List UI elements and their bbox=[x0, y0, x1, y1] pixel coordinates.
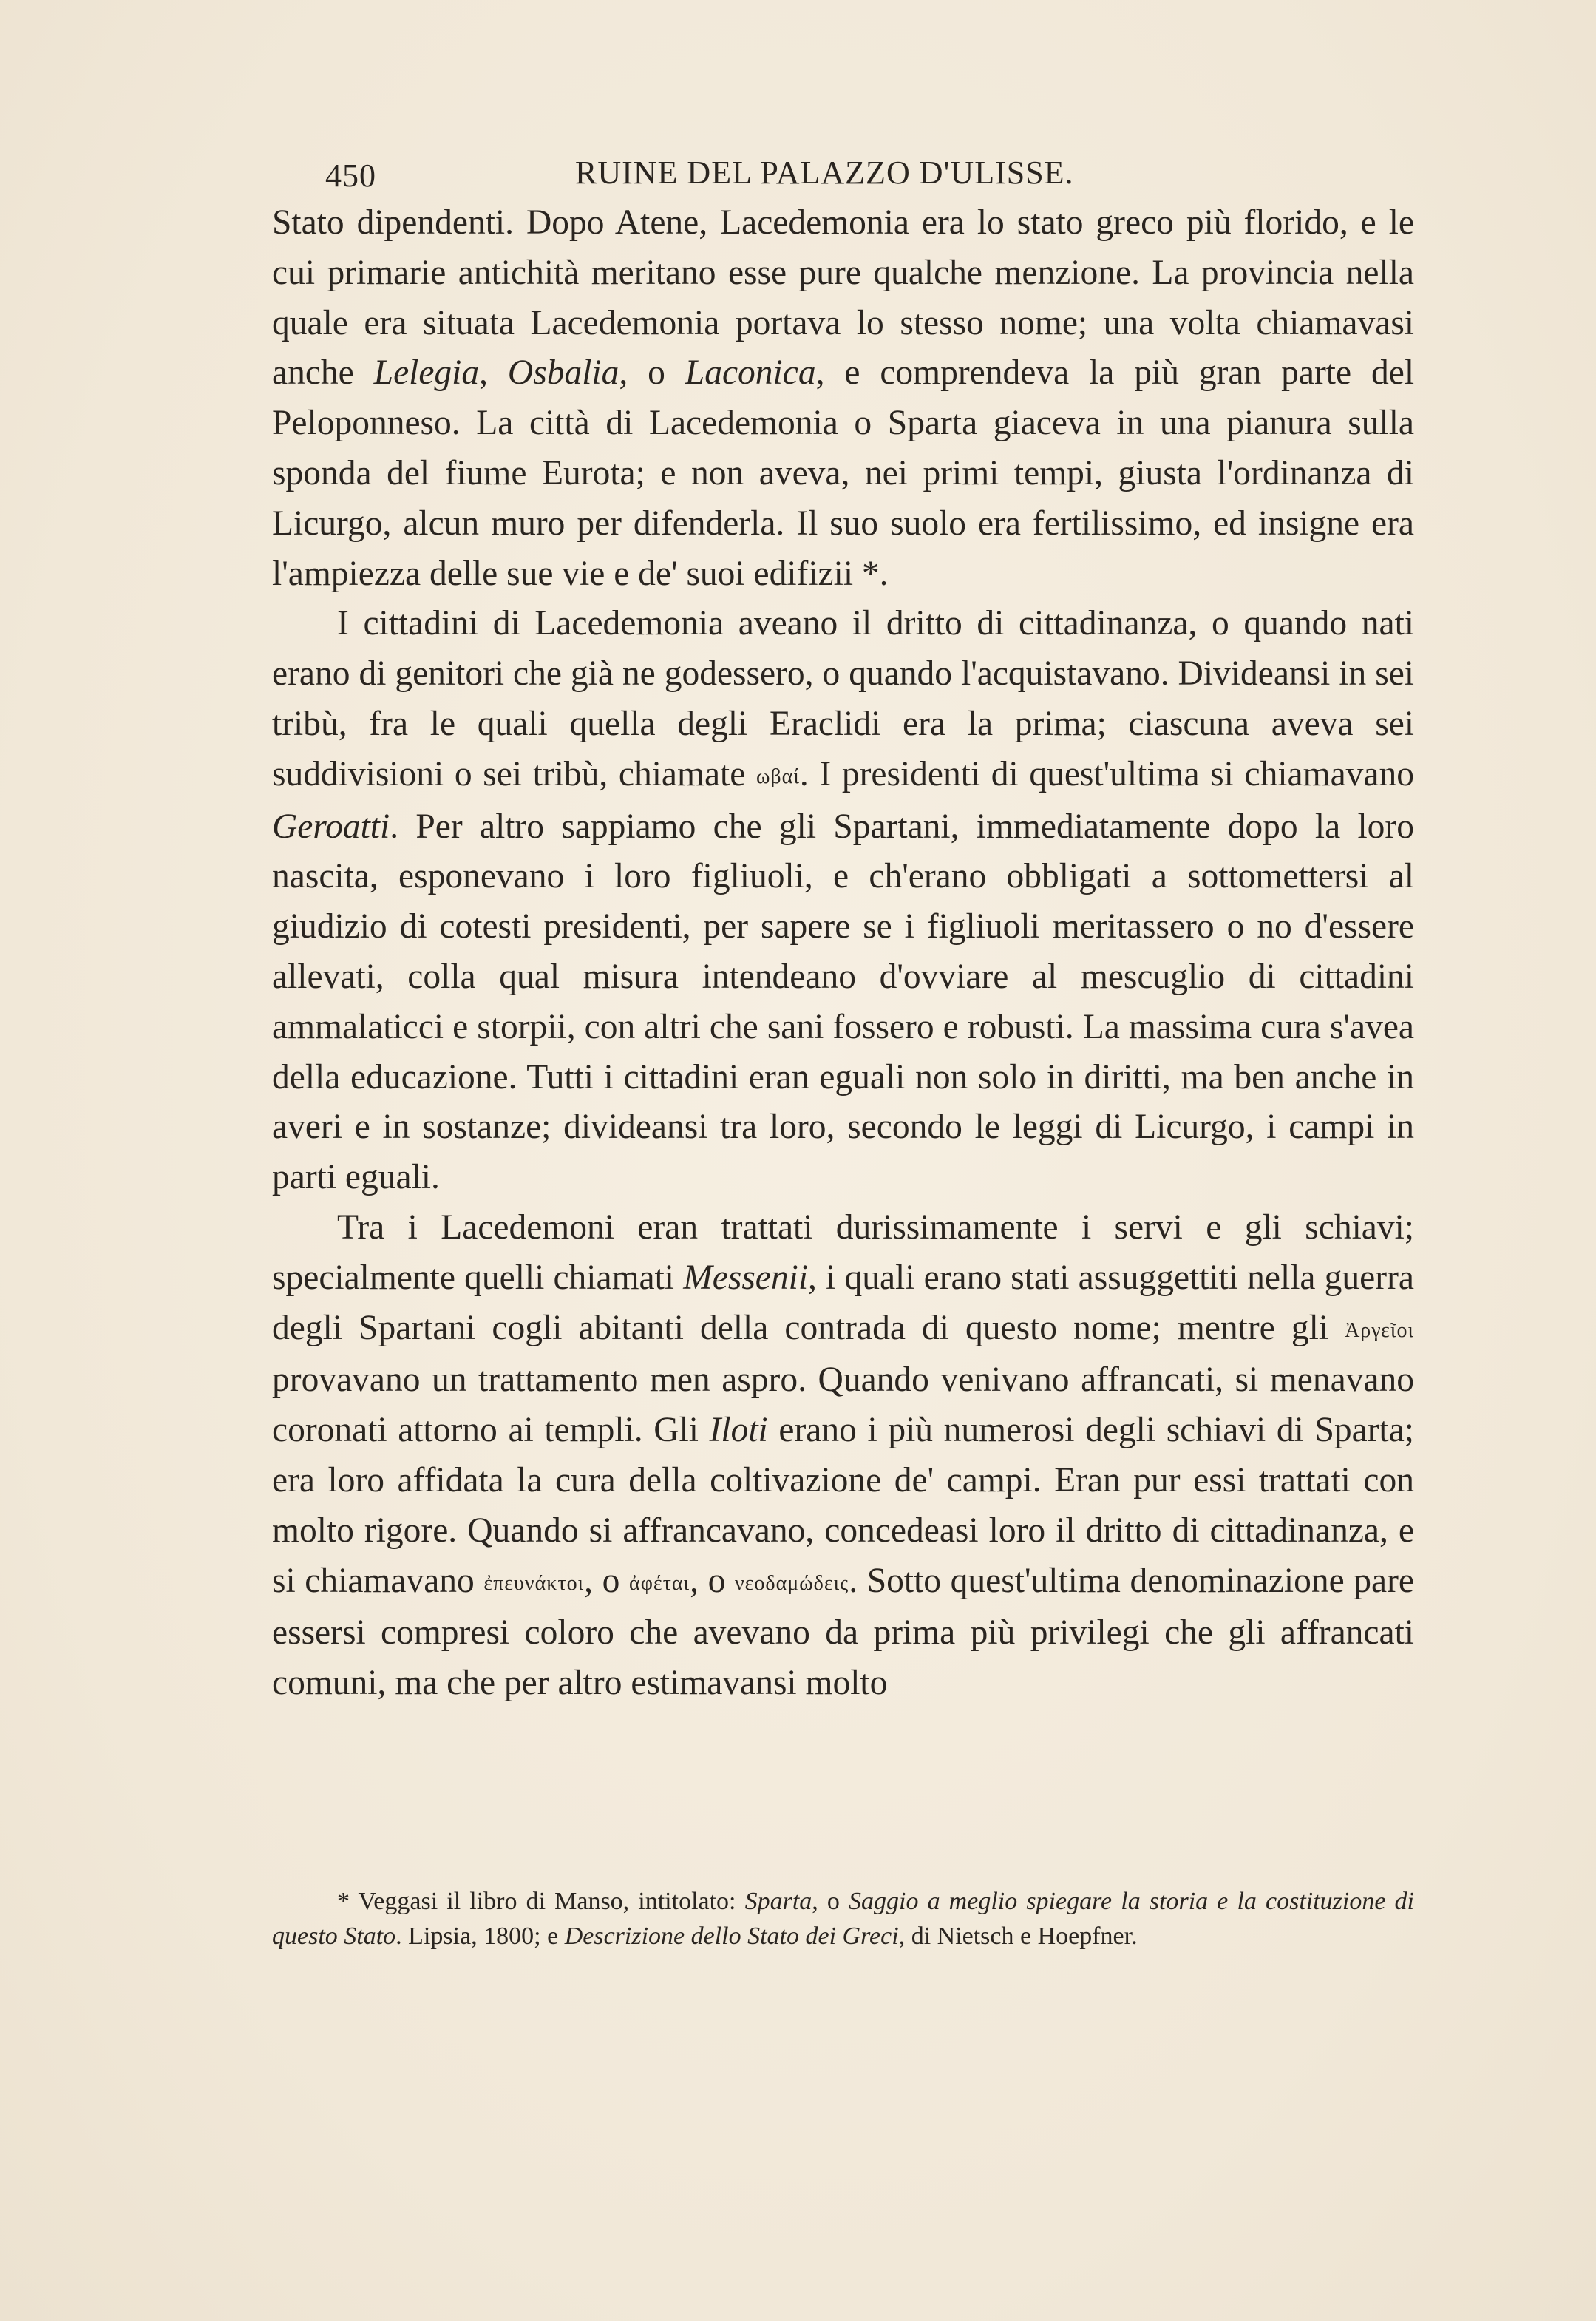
text-run: , di Nietsch e Hoepfner. bbox=[898, 1922, 1138, 1950]
greek-term: ωβαί bbox=[755, 765, 800, 788]
text-run: Tra i Lacedemoni eran trattati durissimamente i servi e gli schiavi; specialmente quelli chiamati bbox=[272, 1207, 1414, 1297]
footnote-text bbox=[272, 1884, 1414, 1954]
text-run: * Veggasi il libro di Manso, intitolato: bbox=[337, 1888, 745, 1915]
text-run: erano i più numerosi degli schiavi di Sparta; era loro affidata la cura della coltivazione de' campi. Eran pur essi trattati con molto rigore. Quando si affrancavano, concedeasi loro il dritto di cittadinanza, e si chiamavano bbox=[272, 1411, 1414, 1600]
italic-term: Saggio a meglio spiegare la storia e la costituzione di questo Stato bbox=[272, 1888, 1415, 1950]
text-run: , o bbox=[812, 1888, 849, 1915]
text-run: Stato dipendenti. Dopo Atene, Lacedemonia era lo stato greco più florido, e le cui primarie antichità meritano esse pure qualche menzione. La provincia nella quale era situata Lacedemonia portava lo stesso nome; una volta chiamavasi anche bbox=[272, 203, 1414, 393]
italic-term: Laconica bbox=[685, 353, 816, 393]
text-run: . Lipsia, 1800; e bbox=[395, 1922, 565, 1950]
text-run: , o bbox=[619, 353, 685, 393]
italic-term: Sparta bbox=[744, 1888, 812, 1915]
greek-term: νεοδαμώδεις bbox=[734, 1571, 849, 1595]
paragraph-1 bbox=[272, 198, 1414, 599]
italic-term: Descrizione dello Stato dei Greci bbox=[564, 1922, 899, 1950]
greek-term: Ἀργεῖοι bbox=[1345, 1318, 1414, 1342]
text-run: . I presidenti di quest'ultima si chiamavano bbox=[799, 754, 1414, 793]
text-run: . Sotto quest'ultima denominazione pare essersi compresi coloro che avevano da prima più privilegi che gli affrancati comuni, ma che per altro estimavansi molto bbox=[272, 1561, 1415, 1703]
italic-term: Messenii bbox=[683, 1258, 809, 1297]
italic-term: Lelegia bbox=[373, 353, 480, 393]
text-run: provavano un trattamento men aspro. Quando venivano affrancati, si menavano coronati attorno ai templi. Gli bbox=[272, 1361, 1414, 1450]
page-header bbox=[272, 148, 1410, 200]
text-run: , bbox=[479, 353, 508, 393]
text-run: , e comprendeva la più gran parte del Peloponneso. La città di Lacedemonia o Sparta giaceva in una pianura sulla sponda del fiume Eurota; e non aveva, nei primi tempi, giusta l'ordinanza di Licurgo, alcun muro per difenderla. Il suo suolo era fertilissimo, ed insigne era l'ampiezza delle sue vie e de' suoi edifizii *. bbox=[272, 353, 1415, 593]
text-run: , i quali erano stati assuggettiti nella guerra degli Spartani cogli abitanti della contrada di questo nome; mentre gli bbox=[272, 1258, 1414, 1347]
body-text bbox=[272, 198, 1414, 1709]
page-number: 450 bbox=[325, 157, 376, 194]
running-title: RUINE DEL PALAZZO D'ULISSE. bbox=[575, 155, 1074, 191]
paragraph-2 bbox=[272, 599, 1414, 1203]
greek-term: ἀφέται bbox=[629, 1571, 690, 1595]
text-run: , o bbox=[690, 1561, 735, 1600]
text-run: . Per altro sappiamo che gli Spartani, immediatamente dopo la loro nascita, esponevano i loro figliuoli, e ch'erano obbligati a sottomettersi al giudizio di cotesti presidenti, per sapere se i figliuoli meritassero o no d'essere allevati, colla qual misura intendeano d'ovviare al mescuglio di cittadini ammalaticci e storpii, con altri che sani fossero e robusti. La massima cura s'avea della educazione. Tutti i cittadini eran eguali non solo in diritti, ma ben anche in averi e in sostanze; divideansi tra loro, secondo le leggi di Licurgo, i campi in parti eguali. bbox=[272, 807, 1414, 1197]
footnote bbox=[272, 1884, 1414, 1954]
greek-term: ἐπευνάκτοι bbox=[483, 1571, 585, 1595]
paragraph-3 bbox=[272, 1203, 1414, 1709]
text-run: I cittadini di Lacedemonia aveano il dritto di cittadinanza, o quando nati erano di genitori che già ne godessero, o quando l'acquistavano. Divideansi in sei tribù, fra le quali quella degli Eraclidi era la prima; ciascuna aveva sei suddivisioni o sei tribù, chiamate bbox=[272, 604, 1414, 793]
text-run: , o bbox=[584, 1561, 630, 1600]
italic-term: Geroatti bbox=[272, 807, 390, 846]
italic-term: Osbalia bbox=[507, 353, 619, 393]
italic-term: Iloti bbox=[709, 1411, 768, 1450]
